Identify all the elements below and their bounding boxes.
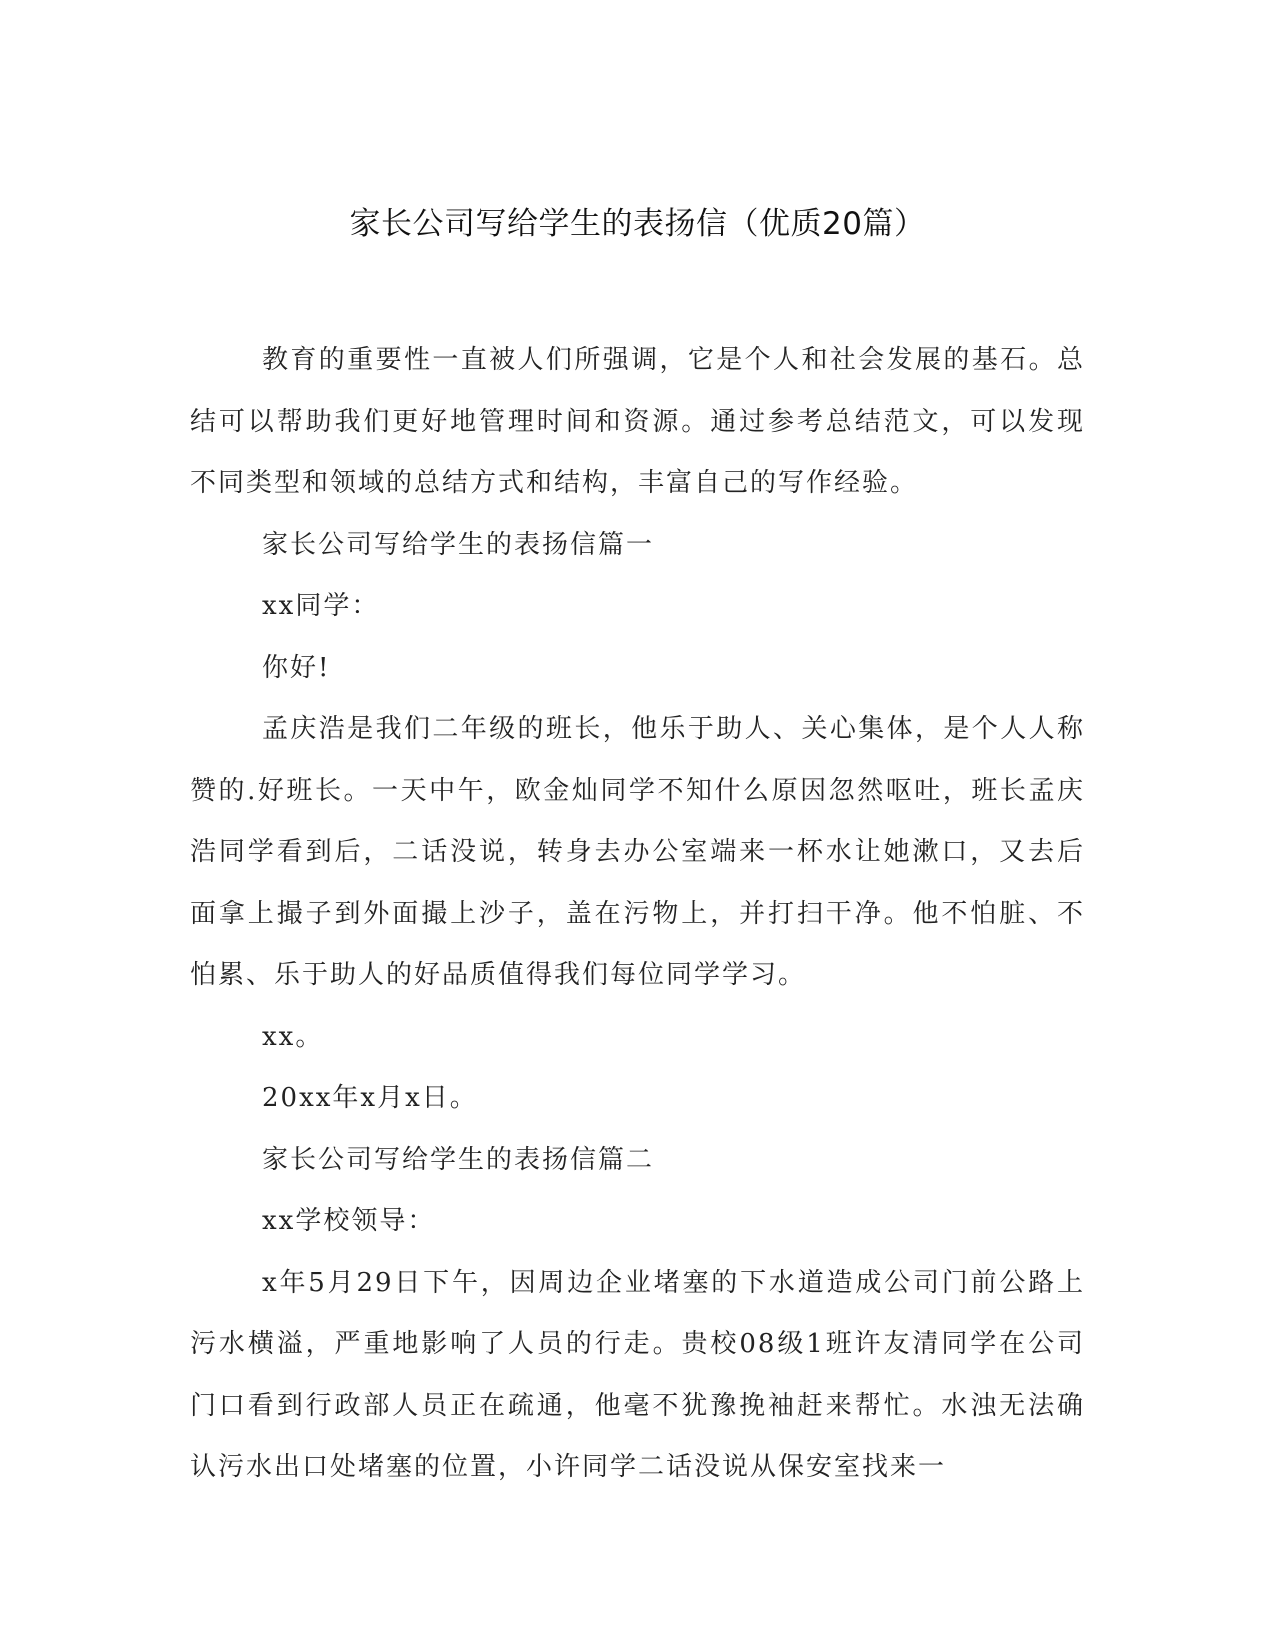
letter-body-paragraph: x年5月29日下午，因周边企业堵塞的下水道造成公司门前公路上污水横溢，严重地影响了人员的行走。贵校08级1班许友清同学在公司门口看到行政部人员正在疏通，他毫不犹豫挽袖赶来帮忙。水浊无法确认污水出口处堵塞的位置，小许同学二话没说从保安室找来一: [190, 1267, 1085, 1482]
salutation: xx学校领导：: [262, 1206, 436, 1236]
intro-paragraph: 教育的重要性一直被人们所强调，它是个人和社会发展的基石。总结可以帮助我们更好地管理时间和资源。通过参考总结范文，可以发现不同类型和领域的总结方式和结构，丰富自己的写作经验。: [190, 345, 1085, 498]
signature: xx。: [262, 1021, 324, 1052]
section-heading-2: 家长公司写给学生的表扬信篇二: [262, 1144, 655, 1175]
document-title: 家长公司写给学生的表扬信（优质20篇）: [349, 206, 926, 242]
greeting: 你好!: [262, 652, 331, 683]
section-heading-1: 家长公司写给学生的表扬信篇一: [262, 529, 655, 560]
document-body: [190, 330, 1085, 1499]
letter-body-paragraph: 孟庆浩是我们二年级的班长，他乐于助人、关心集体，是个人人称赞的.好班长。一天中午，欧金灿同学不知什么原因忽然呕吐，班长孟庆浩同学看到后，二话没说，转身去办公室端来一杯水让她漱口，又去后面拿上撮子到外面撮上沙子，盖在污物上，并打扫干净。他不怕脏、不怕累、乐于助人的好品质值得我们每位同学学习。: [190, 714, 1085, 990]
salutation: xx同学：: [262, 591, 380, 621]
date-line: 20xx年x月x日。: [262, 1083, 478, 1113]
